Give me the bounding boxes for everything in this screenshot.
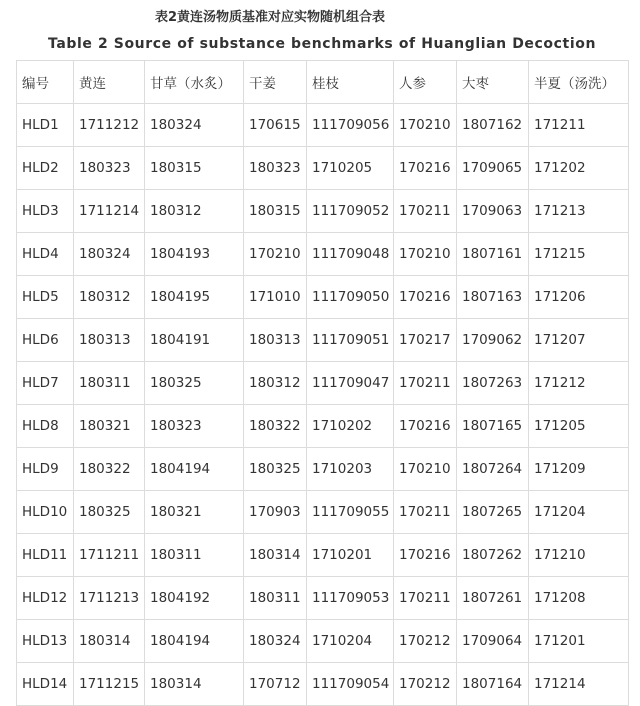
table-row <box>17 620 629 663</box>
table-cell: HLD2 <box>17 147 74 190</box>
table-cell: 180325 <box>145 362 244 405</box>
table-row <box>17 577 629 620</box>
table-cell: 171212 <box>529 362 629 405</box>
table-cell: 171215 <box>529 233 629 276</box>
table-cell: 1807165 <box>457 405 529 448</box>
table-cell: 170211 <box>394 190 457 233</box>
table-cell: 180325 <box>244 448 307 491</box>
table-cell: 180312 <box>244 362 307 405</box>
table-cell: 171213 <box>529 190 629 233</box>
table-cell: 1711215 <box>74 663 145 706</box>
table-cell: 1807265 <box>457 491 529 534</box>
table-cell: 111709056 <box>307 104 394 147</box>
table-cell: 171210 <box>529 534 629 577</box>
table-cell: 170216 <box>394 276 457 319</box>
table-row <box>17 104 629 147</box>
table-cell: 1709064 <box>457 620 529 663</box>
table-cell: 171204 <box>529 491 629 534</box>
table-cell: 1710205 <box>307 147 394 190</box>
table-cell: 171205 <box>529 405 629 448</box>
table-cell: 1804193 <box>145 233 244 276</box>
table-cell: 170216 <box>394 534 457 577</box>
table-cell: 111709054 <box>307 663 394 706</box>
table-cell: 170903 <box>244 491 307 534</box>
table-row <box>17 448 629 491</box>
table-cell: 111709051 <box>307 319 394 362</box>
table-cell: 180313 <box>244 319 307 362</box>
table-cell: 171208 <box>529 577 629 620</box>
table-row <box>17 190 629 233</box>
table-cell: 180314 <box>244 534 307 577</box>
table-cell: 170211 <box>394 362 457 405</box>
header-cell-ganjiang: 干姜 <box>244 61 307 104</box>
table-cell: 180311 <box>74 362 145 405</box>
table-cell: 180315 <box>244 190 307 233</box>
table-cell: 170216 <box>394 405 457 448</box>
table-cell: 1807162 <box>457 104 529 147</box>
header-cell-huanglian: 黄连 <box>74 61 145 104</box>
table-cell: 1804192 <box>145 577 244 620</box>
table-cell: 180323 <box>145 405 244 448</box>
table-cell: 180321 <box>145 491 244 534</box>
table-cell: HLD1 <box>17 104 74 147</box>
table-cell: HLD7 <box>17 362 74 405</box>
table-cell: HLD8 <box>17 405 74 448</box>
table-cell: 170212 <box>394 663 457 706</box>
table-cell: 1709062 <box>457 319 529 362</box>
table-cell: 171214 <box>529 663 629 706</box>
table-cell: 180321 <box>74 405 145 448</box>
table-cell: 170216 <box>394 147 457 190</box>
table-cell: 180311 <box>244 577 307 620</box>
table-cell: 1711213 <box>74 577 145 620</box>
table-row <box>17 319 629 362</box>
table-cell: 170615 <box>244 104 307 147</box>
header-row <box>17 61 629 104</box>
table-cell: 180323 <box>74 147 145 190</box>
table-cell: 1807262 <box>457 534 529 577</box>
table-row <box>17 534 629 577</box>
table-row <box>17 491 629 534</box>
table-row <box>17 362 629 405</box>
table-cell: 1804194 <box>145 620 244 663</box>
table-cell: 180314 <box>145 663 244 706</box>
header-cell-gancao: 甘草（水炙） <box>145 61 244 104</box>
table-cell: 180324 <box>145 104 244 147</box>
table-cell: 1711211 <box>74 534 145 577</box>
table-cell: 180313 <box>74 319 145 362</box>
table-cell: 180323 <box>244 147 307 190</box>
table-cell: 1709065 <box>457 147 529 190</box>
table-cell: 170712 <box>244 663 307 706</box>
table-cell: HLD4 <box>17 233 74 276</box>
table-cell: HLD5 <box>17 276 74 319</box>
table-cell: 111709052 <box>307 190 394 233</box>
table-row <box>17 147 629 190</box>
table-cell: 170210 <box>244 233 307 276</box>
table-cell: 111709050 <box>307 276 394 319</box>
table-cell: 1807263 <box>457 362 529 405</box>
table-cell: HLD13 <box>17 620 74 663</box>
table-cell: 1804191 <box>145 319 244 362</box>
table-cell: 111709055 <box>307 491 394 534</box>
table-cell: 180311 <box>145 534 244 577</box>
table-cell: 1807264 <box>457 448 529 491</box>
table-row <box>17 405 629 448</box>
header-cell-banxia: 半夏（汤洗） <box>529 61 629 104</box>
table-cell: HLD6 <box>17 319 74 362</box>
table-cell: 1709063 <box>457 190 529 233</box>
table-cell: 1807161 <box>457 233 529 276</box>
table-cell: 1710204 <box>307 620 394 663</box>
table-cell: HLD12 <box>17 577 74 620</box>
header-cell-id: 编号 <box>17 61 74 104</box>
table-row <box>17 233 629 276</box>
table-row <box>17 663 629 706</box>
table-cell: 170211 <box>394 577 457 620</box>
table-cell: 111709048 <box>307 233 394 276</box>
table-cell: 1807261 <box>457 577 529 620</box>
table-cell: 170217 <box>394 319 457 362</box>
table-cell: 180322 <box>244 405 307 448</box>
table-cell: 180325 <box>74 491 145 534</box>
table-cell: 171207 <box>529 319 629 362</box>
table-title-chinese: 表2黄连汤物质基准对应实物随机组合表 <box>154 10 386 25</box>
table-cell: 1711214 <box>74 190 145 233</box>
table-cell: HLD9 <box>17 448 74 491</box>
table-title-english: Table 2 Source of substance benchmarks of Huanglian Decoction <box>47 36 597 52</box>
table-cell: HLD11 <box>17 534 74 577</box>
table-cell: 171206 <box>529 276 629 319</box>
table-cell: 180324 <box>74 233 145 276</box>
table-cell: 170211 <box>394 491 457 534</box>
table-cell: 171202 <box>529 147 629 190</box>
table-cell: 180322 <box>74 448 145 491</box>
table-cell: HLD14 <box>17 663 74 706</box>
header-cell-renshen: 人参 <box>394 61 457 104</box>
table-cell: 1711212 <box>74 104 145 147</box>
table-cell: 111709047 <box>307 362 394 405</box>
table-cell: 1804195 <box>145 276 244 319</box>
header-cell-guizhi: 桂枝 <box>307 61 394 104</box>
table-row <box>17 276 629 319</box>
table-cell: 1710202 <box>307 405 394 448</box>
table-cell: 170210 <box>394 448 457 491</box>
table-cell: 180312 <box>145 190 244 233</box>
table-cell: 1710203 <box>307 448 394 491</box>
substance-source-table <box>16 60 629 706</box>
table-cell: 171010 <box>244 276 307 319</box>
table-cell: 171209 <box>529 448 629 491</box>
table-cell: 180314 <box>74 620 145 663</box>
table-cell: 170210 <box>394 104 457 147</box>
table-cell: 111709053 <box>307 577 394 620</box>
table-cell: 1710201 <box>307 534 394 577</box>
header-cell-dazao: 大枣 <box>457 61 529 104</box>
table-cell: 180324 <box>244 620 307 663</box>
table-cell: 1807164 <box>457 663 529 706</box>
table-cell: 1807163 <box>457 276 529 319</box>
table-cell: 1804194 <box>145 448 244 491</box>
table-cell: 171201 <box>529 620 629 663</box>
table-cell: HLD3 <box>17 190 74 233</box>
table-cell: 180312 <box>74 276 145 319</box>
table-cell: 171211 <box>529 104 629 147</box>
table-cell: 170210 <box>394 233 457 276</box>
table-cell: 180315 <box>145 147 244 190</box>
table-cell: 170212 <box>394 620 457 663</box>
table-cell: HLD10 <box>17 491 74 534</box>
